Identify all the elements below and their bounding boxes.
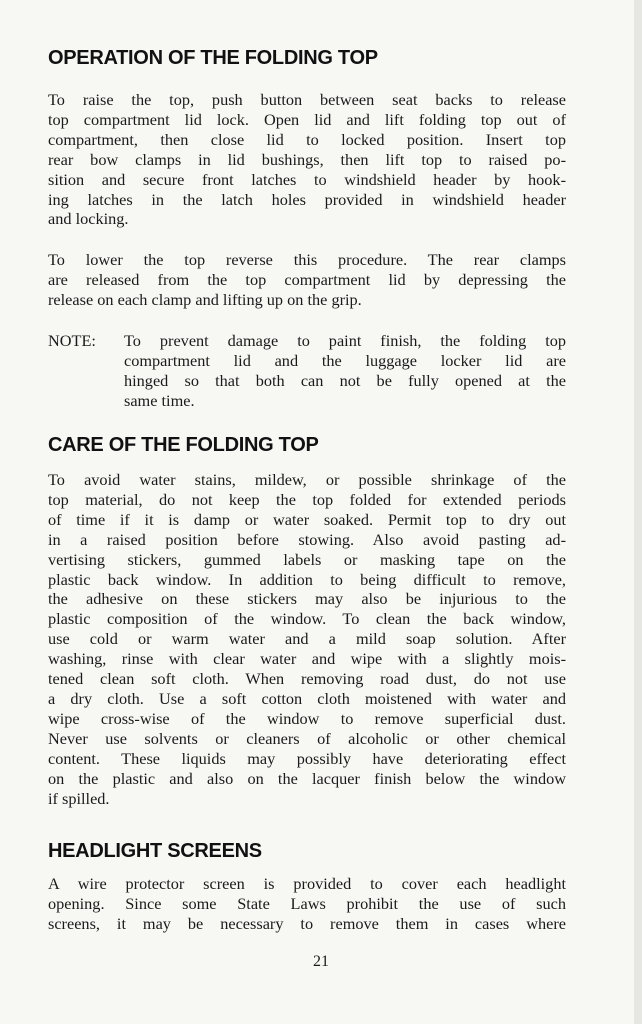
text-line: To raise the top, push button between seat backs to release <box>48 90 566 109</box>
paragraph-lower-top <box>48 250 566 310</box>
heading-headlight-screens: HEADLIGHT SCREENS <box>48 840 262 862</box>
text-line: sition and secure front latches to windshield header by hook- <box>48 169 566 189</box>
text-line: A wire protector screen is provided to cover each headlight <box>48 874 566 893</box>
text-line: top compartment lid lock. Open lid and lift folding top out of <box>48 109 566 129</box>
text-line: compartment lid and the luggage locker lid are <box>124 350 566 370</box>
text-line: are released from the top compartment lid by depressing the <box>48 269 566 289</box>
text-line: of time if it is damp or water soaked. Permit top to dry out <box>48 509 566 529</box>
text-line: ing latches in the latch holes provided in windshield header <box>48 189 566 209</box>
text-line: screens, it may be necessary to remove them in cases where <box>48 913 566 933</box>
text-line: tened clean soft cloth. When removing road dust, do not use <box>48 669 566 689</box>
page-edge <box>634 0 642 1024</box>
text-line: if spilled. <box>48 788 110 808</box>
text-line: use cold or warm water and a mild soap solution. After <box>48 629 566 649</box>
text-line: same time. <box>124 390 195 410</box>
text-line: vertising stickers, gummed labels or masking tape on the <box>48 549 566 569</box>
text-line: the adhesive on these stickers may also be injurious to the <box>48 589 566 609</box>
text-line: compartment, then close lid to locked position. Insert top <box>48 129 566 149</box>
text-line: top material, do not keep the top folded for extended periods <box>48 489 566 509</box>
text-line: plastic back window. In addition to being difficult to remove, <box>48 569 566 589</box>
text-line: To prevent damage to paint finish, the folding top <box>124 331 566 350</box>
text-line: content. These liquids may possibly have deteriorating effect <box>48 748 566 768</box>
page-number: 21 <box>313 953 329 970</box>
text-line: plastic composition of the window. To clean the back window, <box>48 609 566 629</box>
text-line: on the plastic and also on the lacquer finish below the window <box>48 768 566 788</box>
paragraph-raise-top <box>48 90 566 229</box>
heading-care-folding-top: CARE OF THE FOLDING TOP <box>48 434 319 456</box>
text-line: and locking. <box>48 209 129 229</box>
text-line: rear bow clamps in lid bushings, then lift top to raised po- <box>48 149 566 169</box>
text-line: opening. Since some State Laws prohibit the use of such <box>48 893 566 913</box>
text-line: release on each clamp and lifting up on the grip. <box>48 289 362 309</box>
note-label: NOTE: <box>48 331 96 350</box>
text-line: washing, rinse with clear water and wipe with a slightly mois- <box>48 649 566 669</box>
note-text <box>124 331 566 411</box>
heading-operation-folding-top: OPERATION OF THE FOLDING TOP <box>48 47 378 69</box>
text-line: To avoid water stains, mildew, or possible shrinkage of the <box>48 470 566 489</box>
paragraph-care <box>48 470 566 808</box>
paragraph-headlight <box>48 874 566 934</box>
text-line: Never use solvents or cleaners of alcoholic or other chemical <box>48 728 566 748</box>
text-line: in a raised position before stowing. Also avoid pasting ad- <box>48 529 566 549</box>
text-line: a dry cloth. Use a soft cotton cloth moistened with water and <box>48 688 566 708</box>
text-line: To lower the top reverse this procedure. The rear clamps <box>48 250 566 269</box>
text-line: wipe cross-wise of the window to remove superficial dust. <box>48 708 566 728</box>
text-line: hinged so that both can not be fully opened at the <box>124 370 566 390</box>
